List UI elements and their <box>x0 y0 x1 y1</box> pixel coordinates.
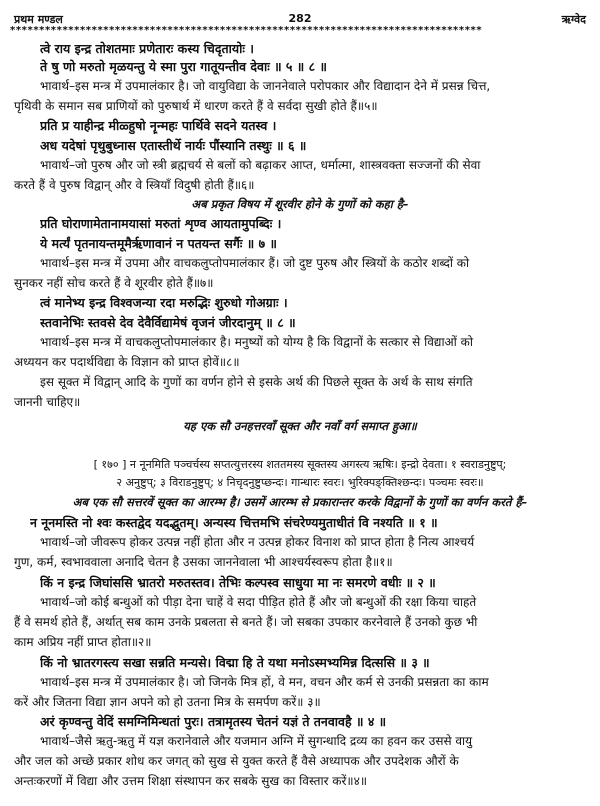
commentary-line: सुनकर नहीं सोच करते हैं वे शूरवीर होते हैं॥७॥ <box>14 276 214 290</box>
mantra-verse: अरं कृण्वन्तु वेदिं समग्निमिन्धतां पुरः। तत्रामृतस्य चेतनं यज्ञं ते तनवावहै ॥ ४ ॥ <box>40 714 387 729</box>
mantra-verse: त्वे राय इन्द्र तोशतमाः प्रणेतारः कस्य चिदृतायोः । <box>40 41 254 56</box>
commentary-paragraph: भावार्थ–इस मन्त्र में उपमालंकार है। जो जिनके मित्र हों, वे मन, वचन और कर्म से उनकी प्रसन्नता का काम <box>40 675 489 689</box>
sukta-metadata: २ अनुष्टुप्; ३ विराडनुष्टुप्; ४ निचृदनुष्टुप्छन्दः। गान्धारः स्वरः। भुरिक्पङ्क्तिश्छन्दः। पञ्चमः स्वरः॥ <box>116 476 484 489</box>
mantra-verse: प्रति प्र याहीन्द्र मीळ्हुषो नॄन्महः पार्थिवे सदने यतस्व । <box>40 118 277 133</box>
commentary-paragraph: भावार्थ–जैसे ऋतु-ऋतु में यज्ञ करानेवाले और यजमान अग्नि में सुगन्धादि द्रव्य का हवन कर उससे वायु <box>40 734 473 748</box>
commentary-line: करें और जितना विद्या ज्ञान अपने को हो उतना मित्र के समर्पण करें॥ ३॥ <box>14 695 321 709</box>
sukta-metadata: [ १७० ] न नूनमिति पञ्चर्चस्य सप्तत्युत्तरस्य शततमस्य सूक्तस्य अगस्त्य ऋषिः। इन्द्रो देवता। १ स्वराडनुष्टुप्; <box>93 458 507 471</box>
section-heading: अब प्रकृत विषय में शूरवीर होने के गुणों को कहा है– <box>191 197 409 211</box>
section-heading: यह एक सौ उनहत्तरवाँ सूक्त और नवाँ वर्ग समाप्त हुआ॥ <box>183 419 417 433</box>
commentary-line: हैं वे समर्थ होते हैं, अर्थात् सब काम उनके प्रबलता से बनते हैं। जो सबका उपकार करनेवाले हैं उनको कुछ भी <box>14 615 478 629</box>
commentary-line: काम अप्रिय नहीं प्राप्त होता॥२॥ <box>14 635 152 649</box>
commentary-line: अध्ययन कर पदार्थविद्या के विज्ञान को प्राप्त होवें॥८॥ <box>14 355 240 369</box>
commentary-paragraph: भावार्थ–जो पुरुष और जो स्त्री ब्रह्मचर्य से बलों को बढ़ाकर आप्त, धर्मात्मा, शास्त्रवक्ता सज्जनों की सेवा <box>40 158 481 172</box>
commentary-paragraph: भावार्थ–इस मन्त्र में उपमालंकार है। जो वायुविद्या के जाननेवाले परोपकार और विद्यादान देने में प्रसन्न चित्त, <box>40 79 491 93</box>
mantra-verse: त्वं मानेभ्य इन्द्र विश्वजन्या रदा मरुद्भिः शुरुधो गोअग्राः । <box>40 295 288 310</box>
mantra-verse: प्रति घोराणामेतानामयासां मरुतां शृण्व आयतामुपब्दिः । <box>40 216 282 231</box>
commentary-paragraph: भावार्थ–इस मन्त्र में उपमा और वाचकलुप्तोपमालंकार हैं। जो दुष्ट पुरुष और स्त्रियों के कठोर शब्दों को <box>40 256 470 270</box>
commentary-line: गुण, कर्म, स्वभाववाला अनादि चेतन है उसका जाननेवाला भी आश्चर्यस्वरूप होता है॥१॥ <box>14 555 393 569</box>
mantra-verse: ते षु णो मरुतो मृळयन्तु ये स्मा पुरा गातूयन्तीव देवाः ॥ ५ ॥ ८ ॥ <box>40 59 327 74</box>
mantra-verse: न नूनमस्ति नो श्वः कस्तद्वेद यदद्भुतम्। अन्यस्य चित्तमभि संचरेण्यमुताधीतं वि नश्यति ॥ १ ॥ <box>30 515 438 530</box>
book-title: ऋग्वेद <box>561 13 586 26</box>
commentary-paragraph: भावार्थ–इस मन्त्र में वाचकलुप्तोपमालंकार है। मनुष्यों को योग्य है कि विद्वानों के सत्कार से विद्याओं को <box>40 335 473 349</box>
commentary-paragraph: भावार्थ–जो कोई बन्धुओं को पीड़ा देना चाहें वे सदा पीड़ित होते हैं और जो बन्धुओं की रक्षा किया चाहते <box>40 595 477 609</box>
section-heading: अब एक सौ सत्तरवें सूक्त का आरम्भ है। उसमें आरम्भ से प्रकारान्तर करके विद्वानों के गुणों का वर्णन करते हैं– <box>72 495 528 509</box>
mantra-verse: अध यदेषां पृथुबुध्नास एतास्तीर्थे नार्यः पौंस्यानि तस्थुः ॥ ६ ॥ <box>40 138 307 153</box>
mantra-verse: स्तवानेभिः स्तवसे देव देवैर्विद्यामेषं वृजनं जीरदानुम् ॥ ८ ॥ <box>40 315 296 330</box>
commentary-line: पृथिवी के समान सब प्राणियों को पुरुषार्थ में धारण करते हैं वे सर्वदा सुखी होते हैं॥५॥ <box>14 99 378 113</box>
commentary-line: जाननी चाहिए॥ <box>14 395 81 409</box>
mantra-verse: ये मर्त्यं पृतनायन्तमूमैर्ऋणावानं न पतयन्त सर्गैः ॥ ७ ॥ <box>40 236 277 251</box>
commentary-paragraph: भावार्थ–जो जीवरूप होकर उत्पन्न नहीं होता और न उत्पन्न होकर विनाश को प्राप्त होता है नित्य आश्चर्य <box>40 535 475 549</box>
star-separator: ********************************************************************************* <box>10 26 483 36</box>
commentary-line: अन्तःकरणों में विद्या और उत्तम शिक्षा संस्थापन कर सबके सुख का विस्तार करें॥४॥ <box>14 774 368 788</box>
mandala-label: प्रथम मण्डल <box>14 13 63 26</box>
page-number: 282 <box>288 12 312 25</box>
commentary-line: करते हैं वे पुरुष विद्वान् और वे स्त्रियाँ विदुषी होती हैं॥६॥ <box>14 178 255 192</box>
commentary-line: और जल को अच्छे प्रकार शोध कर जगत् को सुख से युक्त करते हैं वैसे अध्यापक और उपदेशक औरों के <box>14 754 459 768</box>
mantra-verse: किं नो भ्रातरगस्त्य सखा सन्नति मन्यसे। विद्मा हि ते यथा मनोऽस्मभ्यमिन्न दित्ससि ॥ ३ ॥ <box>40 655 430 670</box>
commentary-paragraph: इस सूक्त में विद्वान् आदि के गुणों का वर्णन होने से इसके अर्थ की पिछले सूक्त के अर्थ के साथ संगति <box>40 375 473 389</box>
running-header <box>14 12 586 26</box>
mantra-verse: किं न इन्द्र जिघांससि भ्रातरो मरुतस्तव। तेभिः कल्पस्व साधुया मा नः समरणे वधीः ॥ २ ॥ <box>40 575 436 590</box>
